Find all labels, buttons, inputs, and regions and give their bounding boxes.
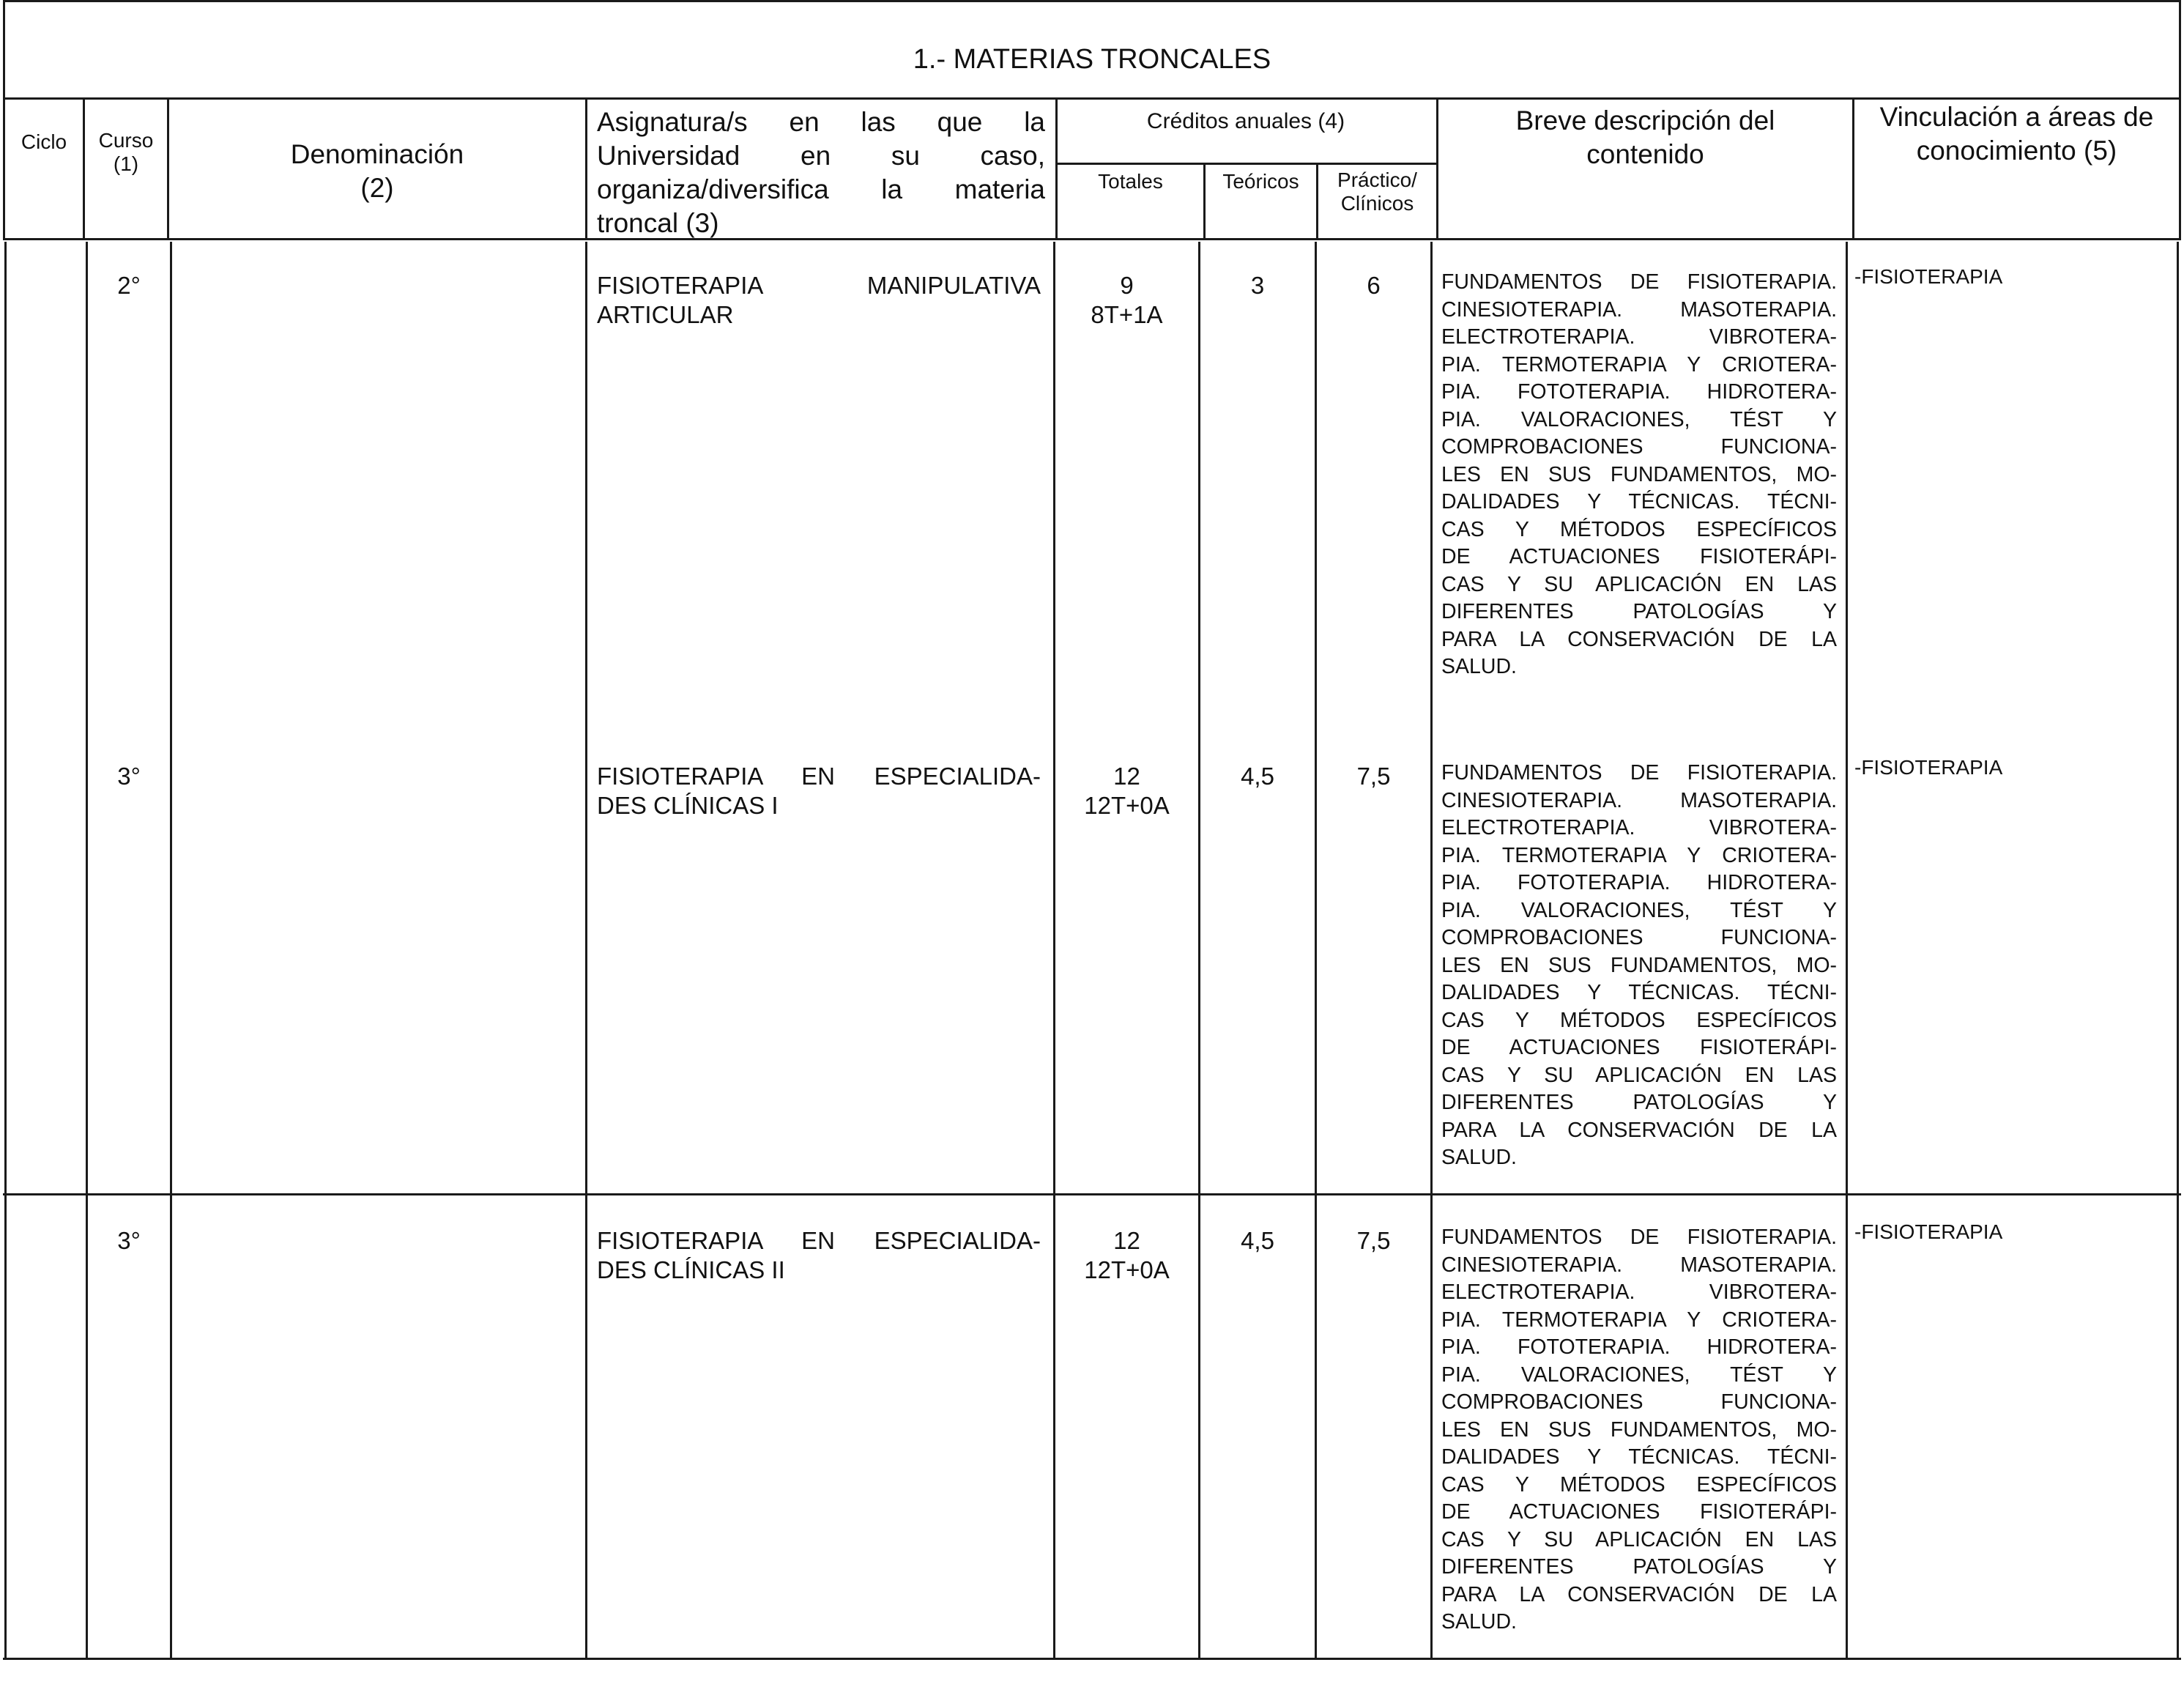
header-practicos-line-2: Clínicos [1340, 192, 1414, 215]
frame-top-line [3, 0, 2181, 2]
row-asignatura-line-2: DES CLÍNICAS II [597, 1256, 785, 1283]
row-descripcion-line: DE ACTUACIONES FISIOTERÁPI- [1441, 545, 1837, 568]
header-teoricos: Teóricos [1222, 170, 1299, 193]
header-asignaturas-line-4: troncal (3) [597, 208, 719, 238]
row-descripcion-line: COMPROBACIONES FUNCIONA- [1441, 435, 1837, 459]
body-col-line-3 [585, 242, 587, 1660]
row-totales-split: 12T+0A [1084, 1256, 1170, 1283]
body-col-line-8 [1846, 242, 1848, 1660]
row-asignatura [597, 1226, 1041, 1285]
row-descripcion-line: DALIDADES Y TÉCNICAS. TÉCNI- [1441, 981, 1837, 1004]
row-descripcion-line: PIA. VALORACIONES, TÉST Y [1441, 407, 1837, 431]
header-vinculacion-line-1: Vinculación a áreas de [1879, 102, 2154, 132]
row-descripcion-line: LES EN SUS FUNDAMENTOS, MO- [1441, 953, 1837, 977]
body-left-line [4, 242, 7, 1660]
body-right-line [2177, 242, 2179, 1660]
header-practicos-line-1: Práctico/ [1337, 168, 1417, 191]
row-descripcion-line: CAS Y MÉTODOS ESPECÍFICOS [1441, 517, 1837, 541]
row-asignatura-line-2: ARTICULAR [597, 301, 734, 328]
header-asignaturas [597, 105, 1045, 240]
row-descripcion-line: LES EN SUS FUNDAMENTOS, MO- [1441, 462, 1837, 486]
header-denominacion-line-1: Denominación [290, 139, 464, 169]
row-curso: 3° [117, 763, 141, 790]
row-descripcion-line: DIFERENTES PATOLOGÍAS Y [1441, 1555, 1837, 1579]
row-descripcion-line: PARA LA CONSERVACIÓN DE LA [1441, 627, 1837, 651]
row-descripcion-line: SALUD. [1441, 1610, 1517, 1634]
header-descripcion-line-2: contenido [1586, 139, 1704, 169]
frame-left-line [3, 0, 5, 240]
row-descripcion-line: CAS Y SU APLICACIÓN EN LAS [1441, 1063, 1837, 1087]
row-curso: 3° [117, 1227, 141, 1254]
header-practicos [1318, 168, 1436, 215]
row-totales [1055, 271, 1198, 330]
row-descripcion-line: DE ACTUACIONES FISIOTERÁPI- [1441, 1036, 1837, 1059]
row-practicos: 7,5 [1356, 763, 1391, 790]
row-descripcion-line: PARA LA CONSERVACIÓN DE LA [1441, 1118, 1837, 1142]
row-descripcion-line: PIA. TERMOTERAPIA Y CRIOTERA- [1441, 1308, 1837, 1332]
row-teoricos: 4,5 [1241, 1227, 1274, 1254]
header-creditos: Créditos anuales (4) [1146, 109, 1345, 133]
row-descripcion-line: COMPROBACIONES FUNCIONA- [1441, 1390, 1837, 1414]
table-title: 1.- MATERIAS TRONCALES [913, 44, 1271, 75]
row-descripcion-line: LES EN SUS FUNDAMENTOS, MO- [1441, 1417, 1837, 1442]
header-totales: Totales [1098, 170, 1163, 193]
row-teoricos: 4,5 [1241, 763, 1274, 790]
body-col-line-5 [1198, 242, 1200, 1660]
row-descripcion-line: CINESIOTERAPIA. MASOTERAPIA. [1441, 297, 1837, 322]
row-area: -FISIOTERAPIA [1854, 265, 2003, 288]
header-curso [85, 129, 167, 176]
row-descripcion-line: PARA LA CONSERVACIÓN DE LA [1441, 1582, 1837, 1606]
row-practicos: 7,5 [1356, 1227, 1391, 1254]
header-descripcion [1438, 104, 1852, 171]
row-totales [1055, 1226, 1198, 1285]
creditos-divider [1055, 163, 1436, 165]
row-descripcion-line: PIA. TERMOTERAPIA Y CRIOTERA- [1441, 843, 1837, 867]
row-descripcion-line: CINESIOTERAPIA. MASOTERAPIA. [1441, 788, 1837, 812]
row-asignatura-line-1: FISIOTERAPIA EN ESPECIALIDA- [597, 763, 1041, 790]
header-denominacion-line-2: (2) [360, 173, 394, 203]
body-col-line-6 [1315, 242, 1317, 1660]
body-col-line-4 [1053, 242, 1055, 1660]
row-descripcion-line: DIFERENTES PATOLOGÍAS Y [1441, 600, 1837, 623]
row-descripcion [1441, 1224, 1837, 1636]
header-ciclo: Ciclo [21, 130, 67, 153]
row-descripcion-line: CAS Y SU APLICACIÓN EN LAS [1441, 1527, 1837, 1551]
header-descripcion-line-1: Breve descripción del [1515, 105, 1775, 136]
row-descripcion-line: FUNDAMENTOS DE FISIOTERAPIA. [1441, 761, 1837, 785]
row-descripcion-line: PIA. FOTOTERAPIA. HIDROTERA- [1441, 871, 1837, 894]
body-col-line-1 [86, 242, 88, 1660]
row-descripcion-line: FUNDAMENTOS DE FISIOTERAPIA. [1441, 270, 1837, 294]
header-curso-line-2: (1) [113, 152, 139, 175]
row-descripcion-line: ELECTROTERAPIA. VIBROTERA- [1441, 325, 1837, 349]
row-descripcion-line: DALIDADES Y TÉCNICAS. TÉCNI- [1441, 490, 1837, 513]
row-descripcion-line: CAS Y SU APLICACIÓN EN LAS [1441, 572, 1837, 596]
row-asignatura-line-1: FISIOTERAPIA EN ESPECIALIDA- [597, 1227, 1041, 1254]
header-asignaturas-line-3: organiza/diversifica la materia [597, 174, 1045, 204]
row-totales-value: 9 [1120, 272, 1134, 299]
row-asignatura [597, 271, 1041, 330]
row-descripcion-line: PIA. FOTOTERAPIA. HIDROTERA- [1441, 380, 1837, 404]
row-teoricos: 3 [1250, 272, 1265, 299]
body-col-line-7 [1430, 242, 1433, 1660]
row-descripcion-line: ELECTROTERAPIA. VIBROTERA- [1441, 1280, 1837, 1304]
row-descripcion-line: SALUD. [1441, 1146, 1517, 1169]
row-totales-split: 8T+1A [1091, 301, 1163, 328]
row-descripcion-line: PIA. VALORACIONES, TÉST Y [1441, 898, 1837, 922]
row-descripcion-line: PIA. TERMOTERAPIA Y CRIOTERA- [1441, 352, 1837, 377]
table-bottom-line [3, 1658, 2181, 1660]
row-curso: 2° [117, 272, 141, 299]
row-divider-3 [3, 1193, 2181, 1195]
row-totales-value: 12 [1113, 763, 1140, 790]
header-denominacion [169, 138, 585, 205]
row-totales-value: 12 [1113, 1227, 1140, 1254]
header-asignaturas-line-2: Universidad en su caso, [597, 141, 1045, 171]
row-descripcion-line: FUNDAMENTOS DE FISIOTERAPIA. [1441, 1226, 1837, 1249]
row-descripcion [1441, 269, 1837, 681]
row-descripcion-line: SALUD. [1441, 655, 1517, 678]
row-descripcion-line: DALIDADES Y TÉCNICAS. TÉCNI- [1441, 1445, 1837, 1469]
row-descripcion-line: PIA. FOTOTERAPIA. HIDROTERA- [1441, 1335, 1837, 1359]
header-vinculacion-line-2: conocimiento (5) [1916, 136, 2117, 166]
row-descripcion-line: CAS Y MÉTODOS ESPECÍFICOS [1441, 1472, 1837, 1497]
row-descripcion-line: CINESIOTERAPIA. MASOTERAPIA. [1441, 1253, 1837, 1277]
row-totales [1055, 762, 1198, 820]
row-descripcion-line: COMPROBACIONES FUNCIONA- [1441, 926, 1837, 949]
header-vinculacion [1854, 100, 2179, 168]
row-descripcion-line: DE ACTUACIONES FISIOTERÁPI- [1441, 1500, 1837, 1524]
col-line-3 [585, 97, 587, 240]
row-descripcion-line: DIFERENTES PATOLOGÍAS Y [1441, 1091, 1837, 1114]
header-curso-line-1: Curso [98, 129, 154, 152]
row-area: -FISIOTERAPIA [1854, 756, 2003, 779]
frame-right-line [2179, 0, 2181, 240]
row-totales-split: 12T+0A [1084, 792, 1170, 819]
row-practicos: 6 [1367, 272, 1381, 299]
row-descripcion-line: ELECTROTERAPIA. VIBROTERA- [1441, 816, 1837, 839]
row-descripcion [1441, 760, 1837, 1172]
row-area: -FISIOTERAPIA [1854, 1220, 2003, 1243]
row-asignatura-line-2: DES CLÍNICAS I [597, 792, 779, 819]
row-asignatura-line-1: FISIOTERAPIA MANIPULATIVA [597, 272, 1041, 299]
row-descripcion-line: PIA. VALORACIONES, TÉST Y [1441, 1362, 1837, 1387]
row-asignatura [597, 762, 1041, 820]
header-asignaturas-line-1: Asignatura/s en las que la [597, 107, 1045, 137]
row-descripcion-line: CAS Y MÉTODOS ESPECÍFICOS [1441, 1008, 1837, 1032]
body-col-line-2 [170, 242, 172, 1660]
